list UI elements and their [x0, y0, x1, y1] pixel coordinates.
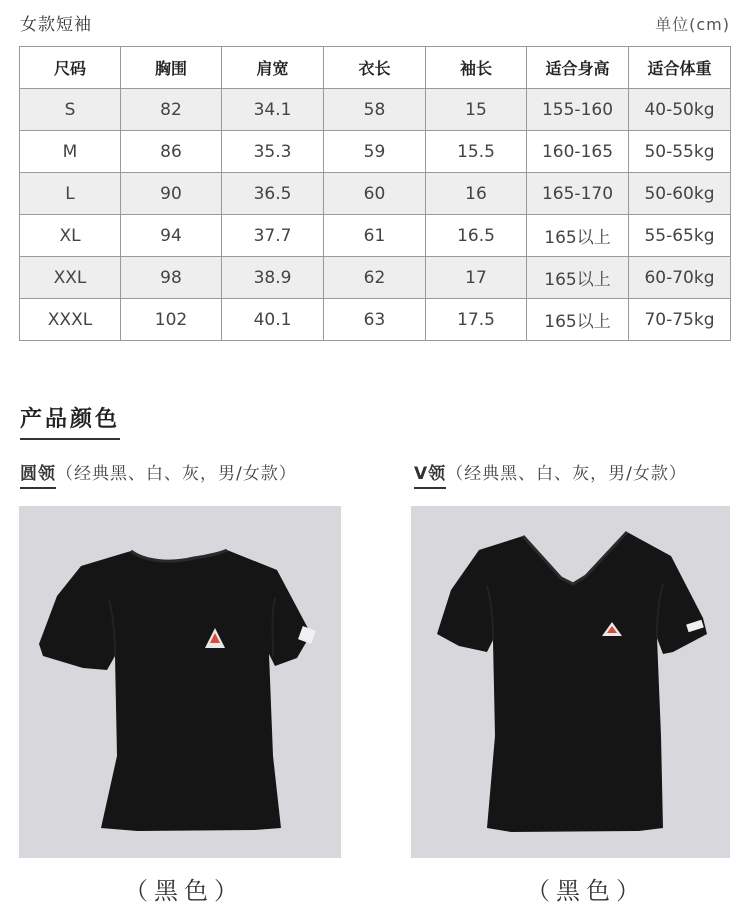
- product-desc: （经典黑、白、灰，男/女款）: [446, 464, 687, 484]
- tshirt-vneck-icon: [411, 506, 730, 858]
- shirt-body: [39, 550, 311, 831]
- cell-height: 165以上: [527, 257, 629, 299]
- size-table: [19, 46, 731, 341]
- product-name: V领: [414, 464, 446, 489]
- cell-shoulder: 37.7: [222, 215, 324, 257]
- table-row: [20, 215, 731, 257]
- cell-height: 155-160: [527, 89, 629, 131]
- product-name: 圆领: [20, 464, 56, 489]
- cell-length: 58: [324, 89, 426, 131]
- cell-height: 160-165: [527, 131, 629, 173]
- cell-chest: 102: [121, 299, 222, 341]
- cell-weight: 60-70kg: [629, 257, 731, 299]
- cell-size: S: [20, 89, 121, 131]
- cell-size: L: [20, 173, 121, 215]
- col-header-sleeve: 袖长: [426, 47, 527, 89]
- cell-size: XL: [20, 215, 121, 257]
- section-title: 产品颜色: [20, 402, 120, 440]
- table-row: [20, 257, 731, 299]
- cell-chest: 82: [121, 89, 222, 131]
- cell-shoulder: 35.3: [222, 131, 324, 173]
- crew-neck-tshirt-image: [19, 506, 341, 858]
- table-row: [20, 299, 731, 341]
- cell-shoulder: 36.5: [222, 173, 324, 215]
- color-label-crew: （黑色）: [124, 877, 244, 905]
- cell-weight: 50-60kg: [629, 173, 731, 215]
- col-header-shoulder: 肩宽: [222, 47, 324, 89]
- cell-weight: 50-55kg: [629, 131, 731, 173]
- cell-height: 165以上: [527, 299, 629, 341]
- col-header-size: 尺码: [20, 47, 121, 89]
- page-title: 女款短袖: [20, 15, 92, 35]
- col-header-chest: 胸围: [121, 47, 222, 89]
- cell-height: 165以上: [527, 215, 629, 257]
- color-label-vneck: （黑色）: [526, 877, 646, 905]
- cell-length: 59: [324, 131, 426, 173]
- cell-weight: 55-65kg: [629, 215, 731, 257]
- cell-shoulder: 40.1: [222, 299, 324, 341]
- cell-sleeve: 17.5: [426, 299, 527, 341]
- cell-chest: 90: [121, 173, 222, 215]
- table-row: [20, 89, 731, 131]
- v-neck-tshirt-image: [411, 506, 730, 858]
- cell-size: M: [20, 131, 121, 173]
- cell-chest: 86: [121, 131, 222, 173]
- cell-length: 62: [324, 257, 426, 299]
- unit-label: 单位(cm): [655, 15, 730, 34]
- product-caption-crew: [20, 459, 297, 484]
- cell-length: 61: [324, 215, 426, 257]
- cell-size: XXXL: [20, 299, 121, 341]
- cell-sleeve: 15.5: [426, 131, 527, 173]
- cell-sleeve: 17: [426, 257, 527, 299]
- col-header-weight: 适合体重: [629, 47, 731, 89]
- cell-height: 165-170: [527, 173, 629, 215]
- table-row: [20, 131, 731, 173]
- cell-length: 63: [324, 299, 426, 341]
- cell-sleeve: 16: [426, 173, 527, 215]
- product-caption-vneck: [414, 459, 687, 484]
- cell-sleeve: 16.5: [426, 215, 527, 257]
- cell-shoulder: 34.1: [222, 89, 324, 131]
- shirt-body: [437, 532, 707, 832]
- col-header-height: 适合身高: [527, 47, 629, 89]
- table-header-row: [20, 47, 731, 89]
- product-desc: （经典黑、白、灰，男/女款）: [56, 464, 297, 484]
- cell-sleeve: 15: [426, 89, 527, 131]
- cell-size: XXL: [20, 257, 121, 299]
- table-row: [20, 173, 731, 215]
- tshirt-crew-icon: [19, 506, 341, 858]
- cell-shoulder: 38.9: [222, 257, 324, 299]
- cell-weight: 70-75kg: [629, 299, 731, 341]
- col-header-length: 衣长: [324, 47, 426, 89]
- cell-chest: 98: [121, 257, 222, 299]
- cell-weight: 40-50kg: [629, 89, 731, 131]
- cell-length: 60: [324, 173, 426, 215]
- cell-chest: 94: [121, 215, 222, 257]
